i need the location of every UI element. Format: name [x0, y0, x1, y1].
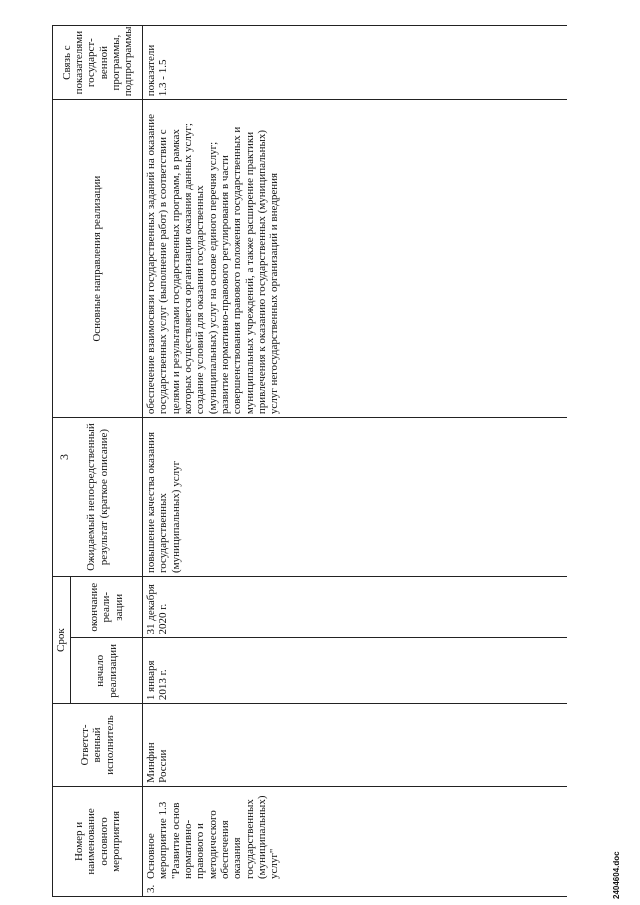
header-start: начало реализации	[71, 638, 143, 704]
table-row	[143, 26, 568, 897]
header-end: окончание реали-зации	[71, 577, 143, 638]
measure-name: Основное мероприятие 1.3 "Развитие основ нормативно-правового и методического обеспечения оказания государственных (муниципальных) услуг"	[145, 795, 281, 879]
cell-link: показатели 1.3 - 1.5	[143, 26, 568, 100]
header-name: Номер и наименование основного мероприятия	[53, 786, 143, 896]
direction-item: обеспечение взаимосвязи государственных заданий на оказание государственных услуг (выполнение работ) в соответствии с целями и результатами государственных программ, в рамках которых осуществляется организация оказания данных услуг;	[145, 114, 194, 415]
program-table	[52, 25, 567, 897]
direction-item: развитие нормативно-правового регулирования в части совершенствования правового положения государственных и муниципальных учреждений, а также расширение практики привлечения к оказанию государственных (муниципальных) услуг негосударственных организаций и внедрения	[218, 126, 281, 415]
header-directions: Основные направления реализации	[53, 100, 143, 418]
header-executor: Ответст-венный исполнитель	[53, 704, 143, 787]
cell-start: 1 января 2013 г.	[143, 638, 568, 704]
cell-result: повышение качества оказания государственных (муниципальных) услуг	[143, 418, 568, 577]
page-number: 3	[57, 454, 71, 460]
cell-directions	[143, 100, 568, 418]
cell-end: 31 декабря 2020 г.	[143, 577, 568, 638]
cell-name	[143, 786, 568, 896]
direction-item: создание условий для оказания государственных (муниципальных) услуг на основе единого перечня услуг;	[194, 141, 219, 415]
header-result: Ожидаемый непосредственный результат (краткое описание)	[53, 418, 143, 577]
cell-executor: Минфин России	[143, 704, 568, 787]
header-term: Срок	[53, 577, 71, 704]
header-link: Связь с показателями государст-венной программы, подпрограммы	[53, 26, 143, 100]
footer-filename: 2404604.doc	[612, 851, 621, 899]
row-number: 3.	[145, 884, 157, 893]
